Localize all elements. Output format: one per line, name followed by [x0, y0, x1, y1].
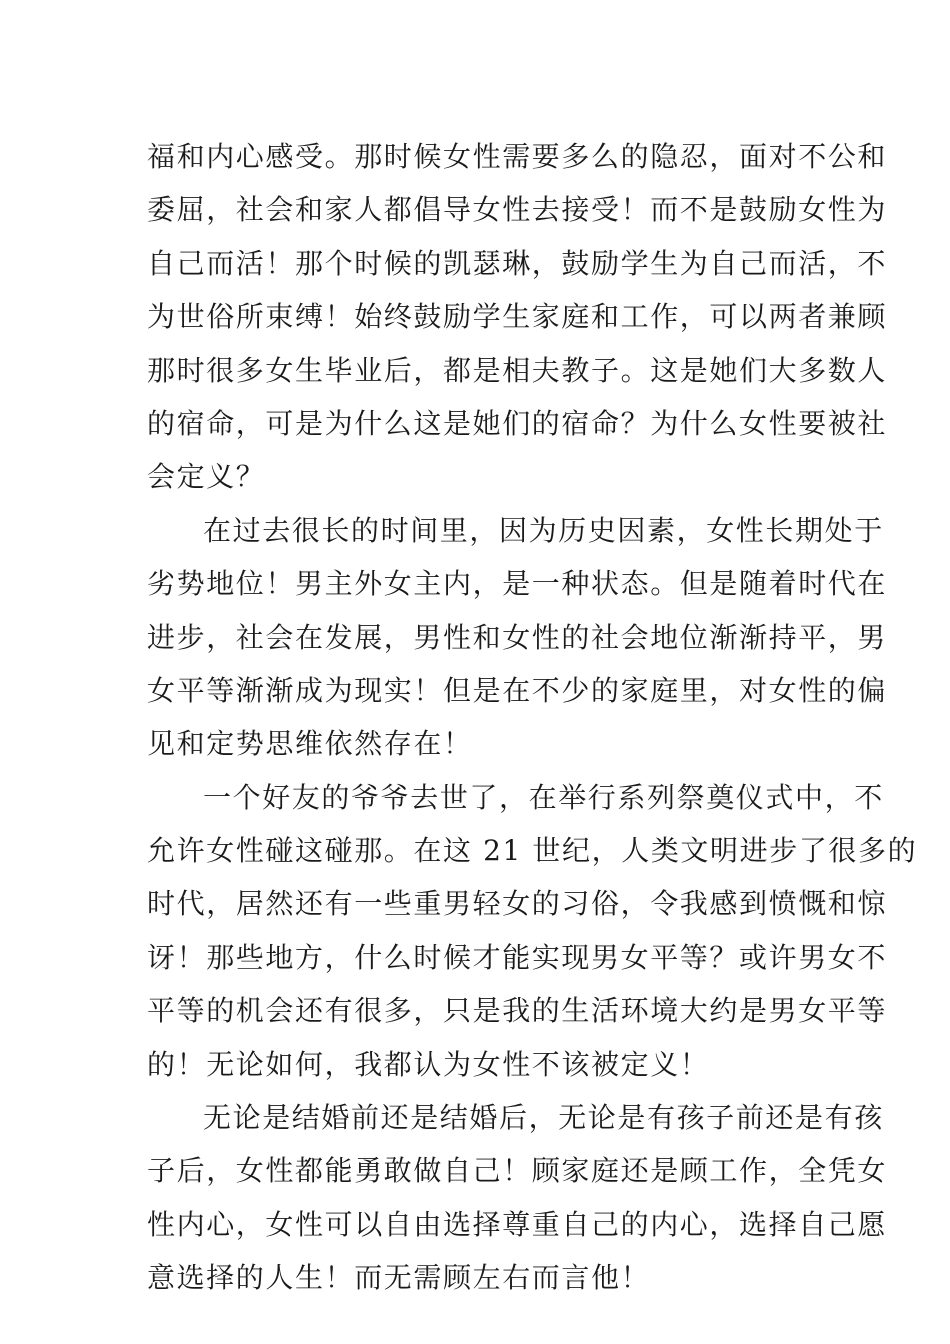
- paragraph-3: [147, 771, 918, 1091]
- paragraph-2: [147, 504, 888, 771]
- paragraph-line: 无论是结婚前还是结婚后，无论是有孩子前还是有孩: [203, 1101, 884, 1135]
- paragraph-line: 女平等渐渐成为现实！但是在不少的家庭里，对女性的偏: [147, 673, 888, 707]
- paragraph-line: 会定义？: [147, 460, 266, 494]
- paragraph-line: 一个好友的爷爷去世了，在举行系列祭奠仪式中，不: [203, 780, 884, 814]
- paragraph-line: 进步，社会在发展，男性和女性的社会地位渐渐持平，男: [147, 620, 888, 654]
- paragraph-line: 性内心，女性可以自由选择尊重自己的内心，选择自己愿: [147, 1207, 888, 1241]
- paragraph-line: 平等的机会还有很多，只是我的生活环境大约是男女平等: [147, 994, 888, 1028]
- paragraph-line: 委屈，社会和家人都倡导女性去接受！而不是鼓励女性为: [147, 193, 888, 227]
- paragraph-line: 讶！那些地方，什么时候才能实现男女平等？或许男女不: [147, 940, 888, 974]
- paragraph-line: 那时很多女生毕业后，都是相夫教子。这是她们大多数人: [147, 353, 888, 387]
- paragraph-line: 子后，女性都能勇敢做自己！顾家庭还是顾工作，全凭女: [147, 1154, 888, 1188]
- paragraph-line: 允许女性碰这碰那。在这 21 世纪，人类文明进步了很多的: [147, 834, 918, 868]
- paragraph-line: 劣势地位！男主外女主内，是一种状态。但是随着时代在: [147, 567, 888, 601]
- paragraph-line: 福和内心感受。那时候女性需要多么的隐忍，面对不公和: [147, 140, 888, 173]
- paragraph-line: 意选择的人生！而无需顾左右而言他！: [147, 1261, 651, 1295]
- paragraph-line: 为世俗所束缚！始终鼓励学生家庭和工作，可以两者兼顾: [147, 300, 888, 334]
- paragraph-line: 时代，居然还有一些重男轻女的习俗，令我感到愤慨和惊: [147, 887, 888, 921]
- paragraph-line: 见和定势思维依然存在！: [147, 727, 473, 761]
- paragraph-line: 自己而活！那个时候的凯瑟琳，鼓励学生为自己而活，不: [147, 246, 888, 280]
- paragraph-4: [147, 1091, 888, 1305]
- paragraph-line: 在过去很长的时间里，因为历史因素，女性长期处于: [203, 513, 884, 547]
- paragraph-line: 的宿命，可是为什么这是她们的宿命？为什么女性要被社: [147, 406, 888, 440]
- article-body: [147, 130, 918, 1305]
- paragraph-line: 的！无论如何，我都认为女性不该被定义！: [147, 1047, 710, 1081]
- paragraph-1: [147, 130, 888, 504]
